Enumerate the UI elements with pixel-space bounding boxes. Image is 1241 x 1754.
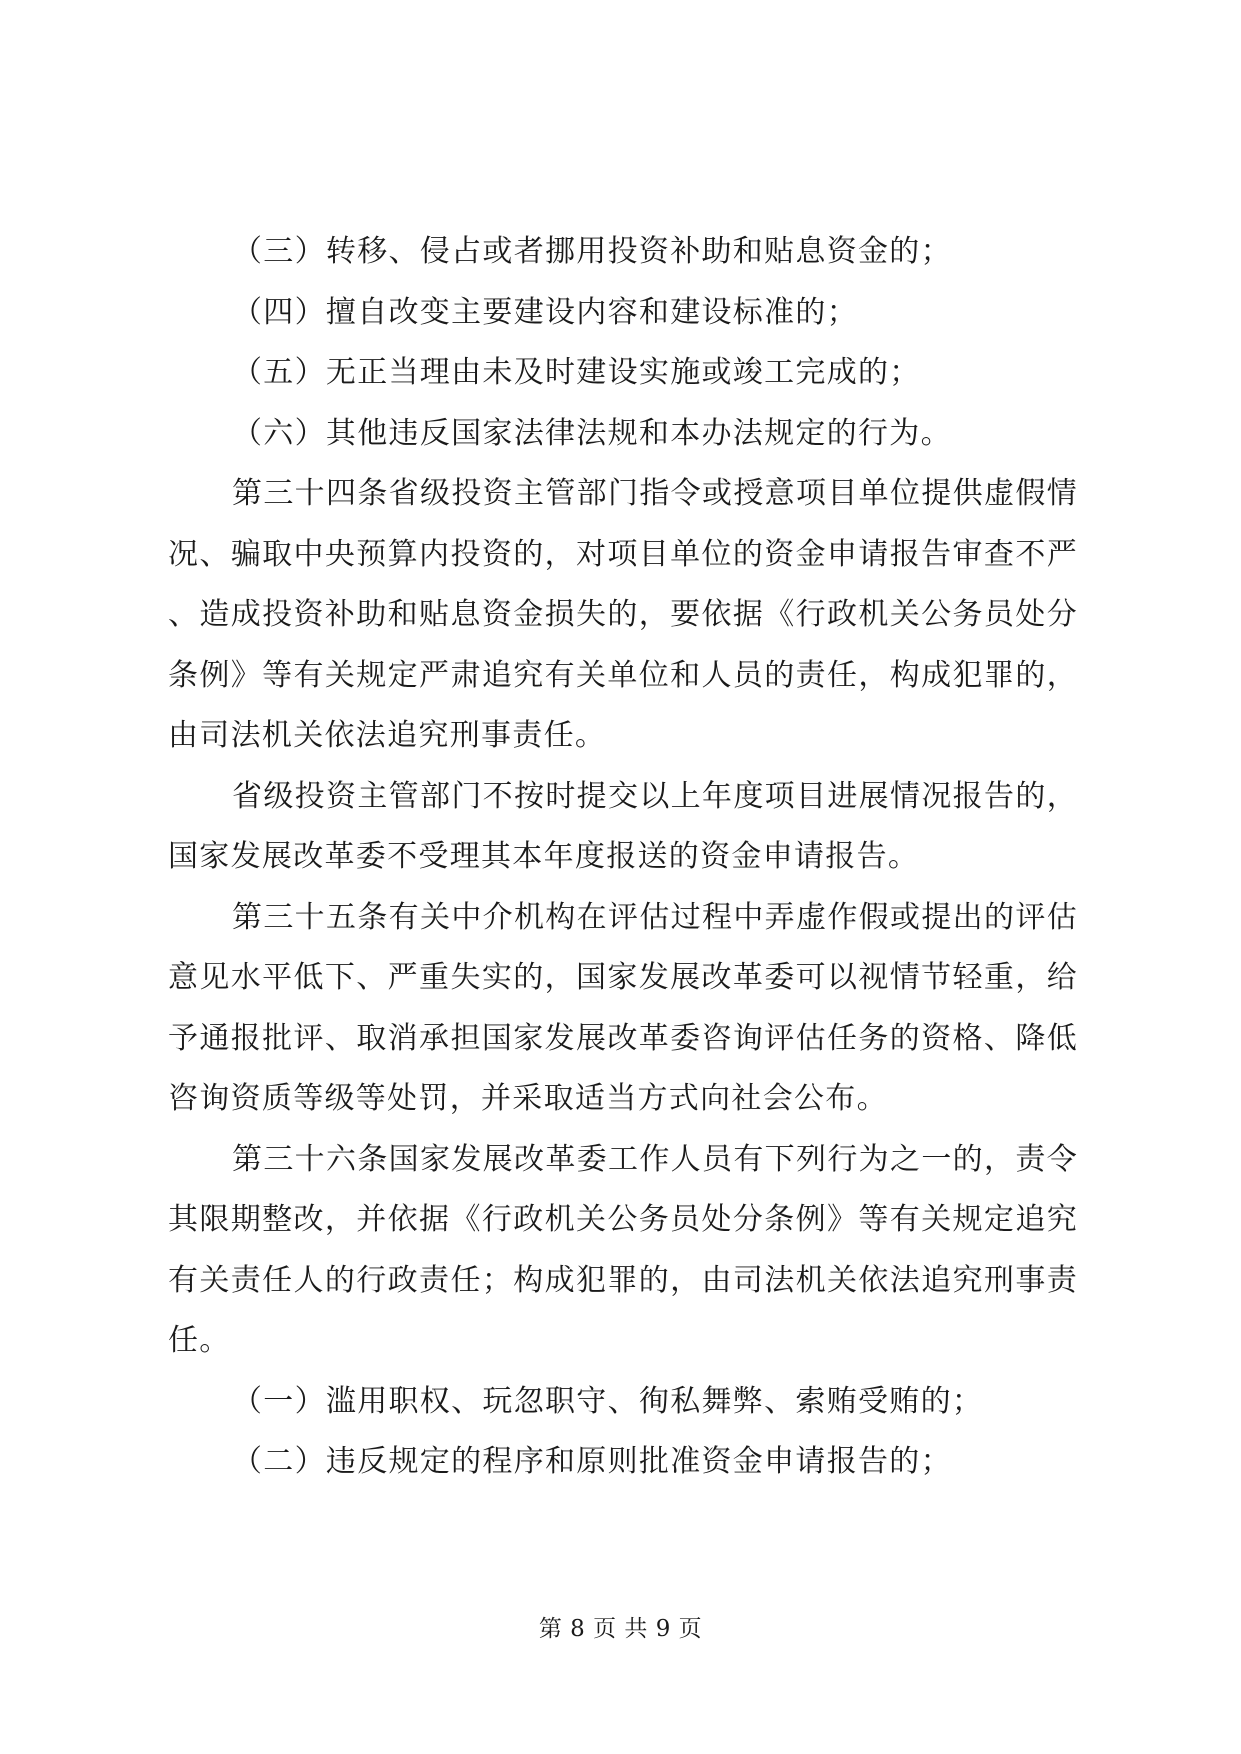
paragraph-item-6: （六）其他违反国家法律法规和本办法规定的行为。 [232, 415, 952, 451]
paragraph-item-3: （三）转移、侵占或者挪用投资补助和贴息资金的； [232, 234, 952, 269]
paragraph-article-35: 第三十五条有关中介机构在评估过程中弄虚作假或提出的评估意见水平低下、严重失实的，国家发展改革委可以视情节轻重，给予通报批评、取消承担国家发展改革委咨询评估任务的资格、降低咨询资质等级等处罚，并采取适当方式向社会公布。 [168, 899, 1078, 1116]
paragraph-article-34: 第三十四条省级投资主管部门指令或授意项目单位提供虚假情况、骗取中央预算内投资的，对项目单位的资金申请报告审查不严、造成投资补助和贴息资金损失的，要依据《行政机关公务员处分条例》等有关规定严肃追究有关单位和人员的责任，构成犯罪的，由司法机关依法追究刑事责任。 [168, 476, 1078, 753]
page-number-footer: 第 8 页 共 9 页 [538, 1616, 703, 1642]
paragraph-item-5: （五）无正当理由未及时建设实施或竣工完成的； [232, 355, 921, 390]
body-text [168, 222, 1078, 1493]
paragraph-article-36: 第三十六条国家发展改革委工作人员有下列行为之一的，责令其限期整改，并依据《行政机关公务员处分条例》等有关规定追究有关责任人的行政责任；构成犯罪的，由司法机关依法追究刑事责任。 [168, 1141, 1078, 1358]
paragraph-item-4: （四）擅自改变主要建设内容和建设标准的； [232, 294, 858, 330]
paragraph-item-2: （二）违反规定的程序和原则批准资金申请报告的； [232, 1444, 952, 1479]
paragraph-item-1: （一）滥用职权、玩忽职守、徇私舞弊、索贿受贿的； [232, 1383, 984, 1419]
paragraph-article-34-supplement: 省级投资主管部门不按时提交以上年度项目进展情况报告的，国家发展改革委不受理其本年度报送的资金申请报告。 [168, 778, 1078, 874]
